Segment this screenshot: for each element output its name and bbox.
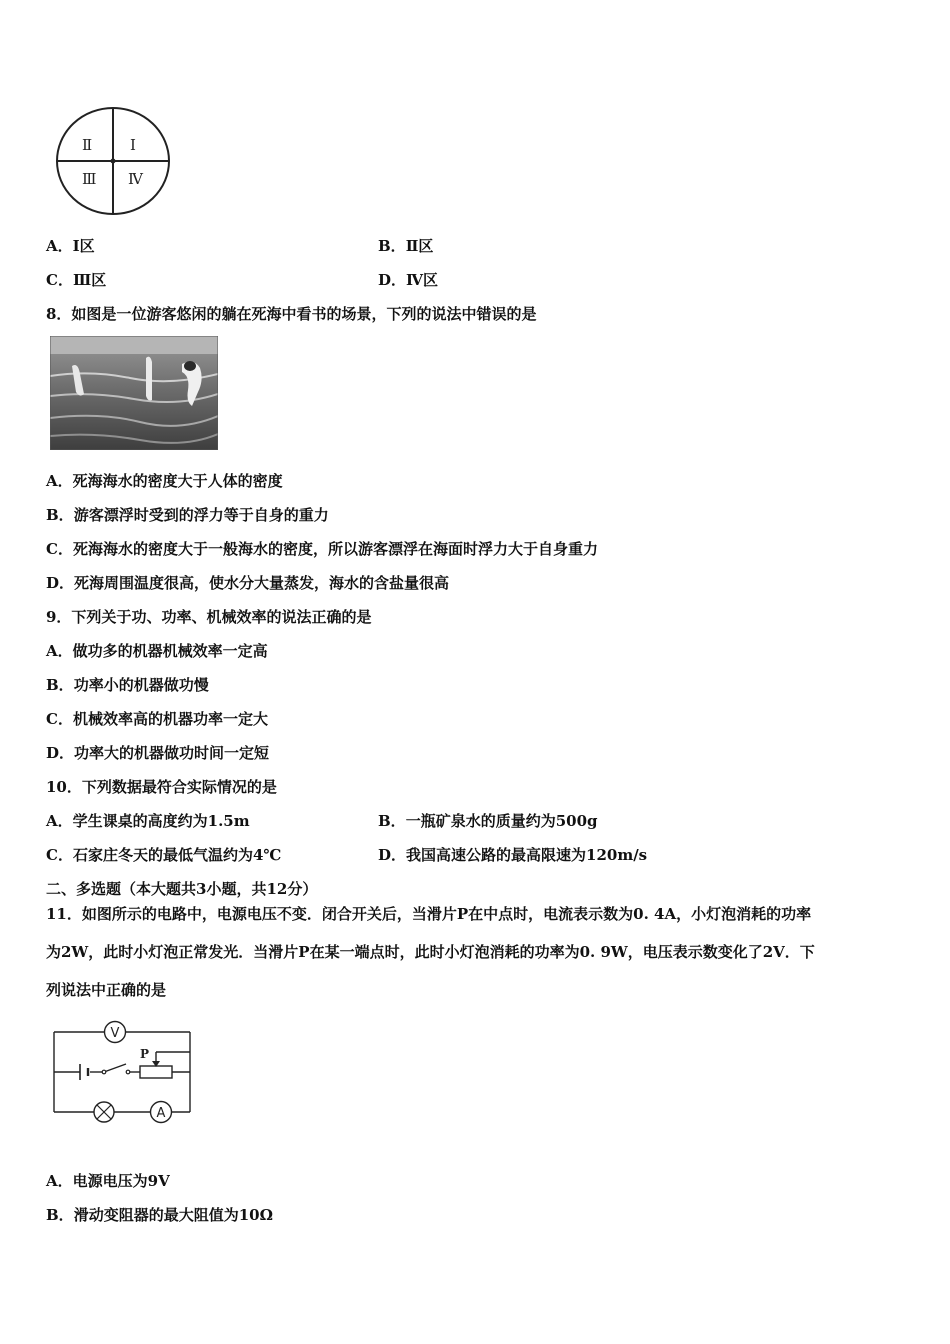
q10-option-a bbox=[46, 811, 250, 831]
option-text: 死海海水的密度大于人体的密度 bbox=[72, 472, 283, 490]
q7-option-c bbox=[46, 270, 106, 290]
q9-stem: 9．下列关于功、功率、机械效率的说法正确的是 bbox=[46, 608, 372, 626]
q11-stem-line-3: 列说法中正确的是 bbox=[46, 981, 167, 999]
q8-option-d bbox=[46, 573, 449, 593]
option-text: 石家庄冬天的最低气温约为4℃ bbox=[72, 846, 282, 864]
q9-option-b bbox=[46, 675, 209, 695]
dead-sea-photo bbox=[50, 336, 218, 450]
option-key: A． bbox=[46, 237, 73, 255]
option-key: B． bbox=[46, 1206, 74, 1224]
q11-stem-line-2: 为2W，此时小灯泡正常发光．当滑片P在某一端点时，此时小灯泡消耗的功率为0. 9W，电压表示数变化了2V．下 bbox=[46, 943, 815, 961]
quadrant-circle-figure bbox=[54, 106, 174, 218]
option-key: B． bbox=[46, 506, 74, 524]
option-text: 死海海水的密度大于一般海水的密度，所以游客漂浮在海面时浮力大于自身重力 bbox=[72, 540, 598, 558]
option-key: D． bbox=[378, 846, 407, 864]
option-text: 功率小的机器做功慢 bbox=[73, 676, 209, 694]
option-text: 死海周围温度很高，使水分大量蒸发，海水的含盐量很高 bbox=[74, 574, 450, 592]
option-key: A． bbox=[46, 812, 73, 830]
option-key: C． bbox=[46, 710, 73, 728]
option-text: 做功多的机器机械效率一定高 bbox=[72, 642, 268, 660]
q10-stem: 10．下列数据最符合实际情况的是 bbox=[46, 778, 277, 796]
option-text: Ⅰ区 bbox=[72, 237, 95, 255]
q8-option-a bbox=[46, 471, 283, 491]
q9-option-a bbox=[46, 641, 268, 661]
q8-stem: 8．如图是一位游客悠闲的躺在死海中看书的场景，下列的说法中错误的是 bbox=[46, 305, 537, 323]
q11-stem-line-1: 11．如图所示的电路中，电源电压不变．闭合开关后，当滑片P在中点时，电流表示数为0. 4A，小灯泡消耗的功率 bbox=[46, 905, 812, 923]
option-key: B． bbox=[378, 812, 406, 830]
option-key: C． bbox=[46, 540, 73, 558]
option-text: 功率大的机器做功时间一定短 bbox=[74, 744, 270, 762]
quadrant-label-iv: Ⅳ bbox=[128, 170, 143, 188]
section-title-multiple-choice: 二、多选题（本大题共3小题，共12分） bbox=[46, 880, 318, 898]
option-text: 电源电压为9V bbox=[72, 1172, 170, 1190]
q11-option-a bbox=[46, 1171, 170, 1191]
q8-option-c bbox=[46, 539, 598, 559]
option-text: 游客漂浮时受到的浮力等于自身的重力 bbox=[73, 506, 329, 524]
quadrant-label-ii: Ⅱ bbox=[82, 136, 93, 154]
option-text: 滑动变阻器的最大阻值为10Ω bbox=[73, 1206, 273, 1224]
q7-option-b bbox=[378, 236, 433, 256]
option-text: 一瓶矿泉水的质量约为500g bbox=[405, 812, 598, 830]
q10-option-d bbox=[378, 845, 647, 865]
option-key: A． bbox=[46, 1172, 73, 1190]
option-text: Ⅳ区 bbox=[406, 271, 439, 289]
voltmeter-label: V bbox=[110, 1026, 120, 1041]
q7-option-d bbox=[378, 270, 438, 290]
slider-label: P bbox=[140, 1047, 150, 1061]
q10-option-c bbox=[46, 845, 281, 865]
option-text: 机械效率高的机器功率一定大 bbox=[72, 710, 268, 728]
option-key: B． bbox=[46, 676, 74, 694]
option-text: 我国高速公路的最高限速为120m/s bbox=[406, 846, 648, 864]
q9-option-c bbox=[46, 709, 268, 729]
option-text: Ⅲ区 bbox=[72, 271, 107, 289]
q8-option-b bbox=[46, 505, 329, 525]
option-key: D． bbox=[46, 744, 75, 762]
quadrant-label-iii: Ⅲ bbox=[82, 170, 97, 188]
option-text: 学生课桌的高度约为1.5m bbox=[72, 812, 250, 830]
option-text: Ⅱ区 bbox=[405, 237, 434, 255]
option-key: A． bbox=[46, 642, 73, 660]
q9-option-d bbox=[46, 743, 269, 763]
option-key: D． bbox=[378, 271, 407, 289]
option-key: A． bbox=[46, 472, 73, 490]
q7-option-a bbox=[46, 236, 95, 256]
quadrant-label-i: Ⅰ bbox=[130, 136, 136, 154]
q10-option-b bbox=[378, 811, 598, 831]
option-key: C． bbox=[46, 846, 73, 864]
circuit-diagram bbox=[50, 1014, 196, 1126]
rheostat bbox=[140, 1066, 172, 1078]
q11-option-b bbox=[46, 1205, 273, 1225]
option-key: C． bbox=[46, 271, 73, 289]
option-key: B． bbox=[378, 237, 406, 255]
option-key: D． bbox=[46, 574, 75, 592]
ammeter-label: A bbox=[156, 1106, 166, 1121]
